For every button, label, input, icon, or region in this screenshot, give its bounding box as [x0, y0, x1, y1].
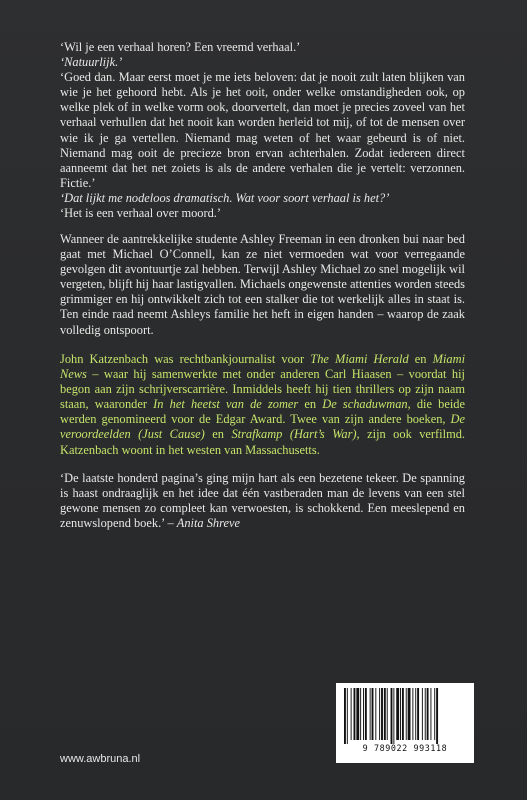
isbn-barcode: [336, 683, 474, 763]
bio-text-2: en: [408, 352, 433, 366]
bio-title-miami-news: Miami News: [60, 352, 466, 382]
bio-text-6: en: [204, 427, 232, 442]
bio-text-7: , zijn ook verfilmd. Katzenbach woont in het westen van Massachusetts.: [60, 427, 466, 457]
bio-title-heetst-zomer: In het heetst van de zomer: [153, 397, 299, 412]
bio-text-1: John Katzenbach was rechtbankjournalist voor: [60, 352, 311, 366]
quote-text: ‘De laatste honderd pagina’s ging mijn hart als een bezetene tekeer. De spanning is haast ondraaglijk en het idee dat één vastberaden man de levens van een stel gewone mensen zo compleet kan verwoesten, is schokkend. Een meeslepend en zenuwslopend boek.’ –: [60, 471, 465, 531]
bio-title-schaduwman: De schaduwman: [322, 397, 408, 412]
dialogue-line-4: ‘Dat lijkt me nodeloos dramatisch. Wat voor soort verhaal is het?’: [60, 190, 390, 205]
bio-title-veroordeelden: De veroordeelden (Just Cause): [60, 412, 465, 442]
bio-title-strafkamp: Strafkamp (Hart’s War): [231, 427, 357, 442]
barcode-bars: [342, 688, 468, 744]
dialogue-line-1: ‘Wil je een verhaal horen? Een vreemd verhaal.’: [60, 40, 301, 54]
bio-text-3: – waar hij samenwerkte met onder anderen Carl Hiaasen – voordat hij begon aan zijn schrijverscarrière. Inmiddels heeft hij tien thrillers op zijn naam staan, waaronder: [60, 367, 465, 412]
review-quote: [60, 471, 465, 531]
dialogue-excerpt: [60, 40, 465, 221]
author-bio-text: [60, 352, 465, 458]
dialogue-line-2: ‘Natuurlijk.’: [60, 55, 123, 70]
review-quote-text: [60, 471, 465, 531]
bio-text-4: en: [298, 397, 323, 412]
synopsis: [60, 232, 465, 338]
quote-author: Anita Shreve: [176, 516, 240, 531]
dialogue-line-5: ‘Het is een verhaal over moord.’: [60, 206, 222, 221]
publisher-website: www.awbruna.nl: [60, 753, 141, 765]
bio-text-5: , die beide werden genomineerd voor de Edgar Award. Twee van zijn andere boeken,: [60, 397, 465, 427]
dialogue-line-3: ‘Goed dan. Maar eerst moet je me iets beloven: dat je nooit zult laten blijken van wie je het gehoord hebt. Als je het ooit, onder welke omstandigheden ook, op welke plek of in welke vorm ook, doorvertelt, dan moet je precies zoveel van het verhaal verhullen dat het nooit kan worden herleid tot mij, of tot de mensen over wie ik je ga vertellen. Niemand mag weten of het waar gebeurd is of niet. Niemand mag ooit de precieze bron ervan achterhalen. Zodat iedereen direct aanneemt dat het net zoiets is als de andere verhalen die je vertelt: verzonnen. Fictie.’: [60, 70, 465, 190]
author-bio: [60, 352, 465, 458]
bio-title-miami-herald: The Miami Herald: [310, 352, 409, 366]
barcode-digits: 9 789022 993118: [362, 743, 448, 753]
synopsis-text: Wanneer de aantrekkelijke studente Ashley Freeman in een dronken bui naar bed gaat met Michael O’Connell, kan ze niet vermoeden wat voor verregaande gevolgen dit avontuurtje zal hebben. Terwijl Ashley Michael zo snel mogelijk wil vergeten, blijft hij haar lastigvallen. Michaels ongewenste attenties worden steeds grimmiger en hij ontwikkelt zich tot een stalker die tot werkelijk alles in staat is. Ten einde raad neemt Ashleys familie het heft in eigen handen – waarop de zaak volledig ontspoort.: [60, 232, 465, 337]
